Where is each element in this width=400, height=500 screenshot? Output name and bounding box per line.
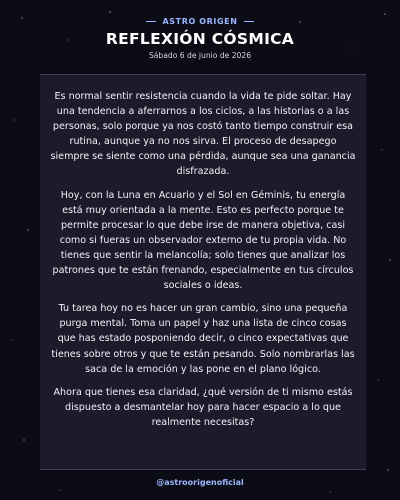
paragraph-2: Hoy, con la Luna en Acuario y el Sol en Géminis, tu energía está muy orientada a la mente. Esto es perfecto porque te permite procesar lo que debe irse de manera objetiva, casi como si fueras un observador externo de tu propia vida. No tienes que sentir la melancolía; solo tienes que analizar los patrones que te están frenando, especialmente en tus círculos sociales o ideas. (52, 189, 354, 292)
brand-dash-right (244, 21, 254, 22)
paragraph-1: Es normal sentir resistencia cuando la vida te pide soltar. Hay una tendencia a aferrarnos a los ciclos, a las historias o a las personas, solo porque ya nos costó tanto tiempo construir esa rutina, aunque ya no nos sirva. El proceso de desapego siempre se siente como una pérdida, aunque sea una ganancia disfrazada. (50, 91, 356, 178)
brand-name: ASTRO ORIGEN (162, 17, 238, 26)
post-date: Sábado 6 de junio de 2026 (148, 51, 252, 60)
brand-row (0, 17, 400, 26)
paragraph-3: Tu tarea hoy no es hacer un gran cambio, sino una pequeña purga mental. Toma un papel y haz una lista de cinco cosas que has estado posponiendo decir, o cinco expectativas que tienes sobre otros y que te están pesando. Solo nombrarlas las saca de la emoción y las pone en el plano lógico. (51, 303, 355, 375)
brand-dash-left (146, 21, 156, 22)
paragraph-4: Ahora que tienes esa claridad, ¿qué versión de ti mismo estás dispuesto a desmantelar hoy para hacer espacio a lo que realmente necesitas? (53, 386, 353, 428)
social-handle[interactable]: @astroorigenoficial (156, 478, 244, 487)
header (0, 0, 400, 60)
page-title: REFLEXIÓN CÓSMICA (105, 30, 295, 48)
reflection-card (40, 74, 366, 470)
